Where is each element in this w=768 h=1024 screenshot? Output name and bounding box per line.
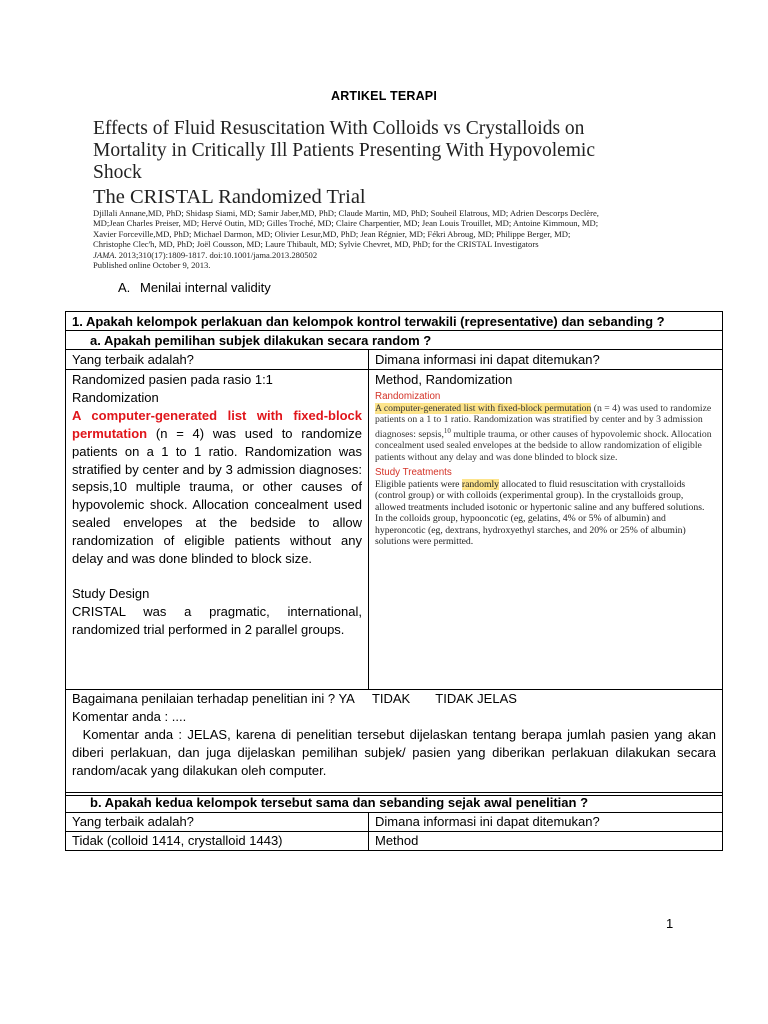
answer-cell: Tidak (colloid 1414, crystalloid 1443) (66, 832, 369, 850)
section-heading (118, 280, 271, 295)
journal-ref: . 2013;310(17):1809-1817. doi:10.1001/jama.2013.280502 (114, 249, 318, 260)
source-label: Method, Randomization (375, 372, 513, 387)
excerpt-text: (n = 4) was used to randomize patients on a 1 to 1 ratio. Randomization was stratified by center and by 3 admission diagnoses: sepsis, (375, 402, 712, 440)
publication-date: Published online October 9, 2013. (93, 260, 211, 271)
answer-text: (n = 4) was used to randomize patients on a 1 to 1 ratio. Randomization was stratified by center and by 3 admission diagnoses: sepsis,10 multiple trauma, or other causes of hypovolemic shock. Allocation concealment used sealed envelopes at the bedside to allow randomization of eligible patients without any delay and was done blinded to block size. (72, 425, 362, 567)
assessment-question: Bagaimana penilaian terhadap penelitian ini ? YA TIDAK TIDAK JELAS (72, 691, 517, 706)
excerpt-highlight: A computer-generated list with fixed-block permutation (375, 402, 592, 414)
section-letter: A. (118, 280, 131, 295)
author-line: Xavier Forceville,MD, PhD; Michael Darmon, MD; Olivier Lesur,MD, PhD; Jean Régnier, MD; Fékri Abroug, MD; Philippe Berger, MD; (93, 228, 571, 239)
source-cell (369, 370, 722, 689)
assessment-cell (66, 690, 722, 781)
paper-title-line: Shock (93, 162, 142, 183)
section-label: Menilai internal validity (140, 280, 271, 295)
author-line: MD;Jean Charles Preiser, MD; Hervé Outin, MD; Gilles Troché, MD; Claire Charpentier, MD; Jean Louis Trouillet, MD; Antoine Kimmoun, MD; (93, 218, 599, 229)
answer-line-1: Randomized pasien pada rasio 1:1 (72, 372, 273, 387)
comment-text: Komentar anda : JELAS, karena di penelitian tersebut dijelaskan tentang berapa jumlah pasien yang akan diberi perlakuan, dan juga dijelaskan pemilihan subjek/ pasien yang diberikan perlakuan dilakukan secara random/acak yang dilakukan oleh computer. (72, 727, 720, 778)
study-design-text: CRISTAL was a pragmatic, international, randomized trial performed in 2 parallel groups. (72, 603, 362, 637)
paper-title (93, 118, 693, 208)
paper-title-line: Mortality in Critically Ill Patients Presenting With Hypovolemic (93, 140, 596, 161)
excerpt-study-heading: Study Treatments (375, 467, 452, 479)
excerpt-highlight: randomly (461, 478, 500, 490)
excerpt-text: allocated to fluid resuscitation with crystalloids (control group) or with colloids (experimental group). In the crystalloids group, allowed treatments included isotonic or hypertonic saline and any buffered solutions. In the colloids group, hypooncotic (eg, gelatins, 4% or 5% of albumin) and hyperoncotic (eg, dextrans, hydroxyethyl starches, and 20% or 25% of albumin) solutions were permitted. (375, 478, 705, 548)
column-header-source: Dimana informasi ini dapat ditemukan? (375, 814, 600, 829)
excerpt-study-text (375, 479, 712, 548)
study-design-label: Study Design (72, 585, 150, 601)
author-list (93, 208, 693, 270)
comment-prompt: Komentar anda : .... (72, 709, 187, 724)
answer-highlight: A computer-generated list with fixed-block permutation (72, 407, 362, 441)
column-header-source: Dimana informasi ini dapat ditemukan? (375, 352, 600, 367)
question-1-table (65, 311, 723, 796)
journal-citation (93, 250, 693, 260)
question-1b-table (65, 792, 723, 851)
journal-name: JAMA (93, 249, 115, 260)
column-header-best: Yang terbaik adalah? (66, 813, 369, 831)
column-header-best: Yang terbaik adalah? (66, 350, 369, 369)
excerpt-superscript: 10 (443, 426, 451, 435)
question-1-heading: 1. Apakah kelompok perlakuan dan kelompok kontrol terwakili (representative) dan sebanding ? (72, 314, 665, 329)
paper-subtitle: The CRISTAL Randomized Trial (93, 186, 366, 208)
answer-paragraph (72, 407, 362, 568)
excerpt-text: multiple trauma, or other causes of hypovolemic shock. Allocation concealment used sealed envelopes at the bedside to allow randomization of eligible patients without any delay and was done blinded to block size. (375, 428, 712, 463)
excerpt-image (375, 391, 716, 548)
author-line: Djillali Annane,MD, PhD; Shidasp Siami, MD; Samir Jaber,MD, PhD; Claude Martin, MD, PhD; Souheil Elatrous, MD; Adrien Descorps Declère, (93, 208, 599, 218)
paper-title-line: Effects of Fluid Resuscitation With Colloids vs Crystalloids on (93, 118, 585, 139)
answer-cell (66, 370, 369, 689)
author-line: Christophe Clec'h, MD, PhD; Joël Cousson, MD; Laure Thibault, MD; Sylvie Chevret, MD, PhD; for the CRISTAL Investigators (93, 239, 539, 250)
question-1a-heading: a. Apakah pemilihan subjek dilakukan secara random ? (90, 333, 432, 348)
excerpt-randomization-heading: Randomization (375, 391, 441, 402)
page-number: 1 (666, 916, 674, 931)
source-cell: Method (375, 833, 419, 848)
question-1b-heading: b. Apakah kedua kelompok tersebut sama dan sebanding sejak awal penelitian ? (90, 795, 589, 810)
excerpt-text: Eligible patients were (375, 478, 462, 490)
document-heading: ARTIKEL TERAPI (330, 89, 438, 103)
answer-line-2: Randomization (72, 389, 159, 405)
excerpt-randomization-text (375, 403, 712, 464)
